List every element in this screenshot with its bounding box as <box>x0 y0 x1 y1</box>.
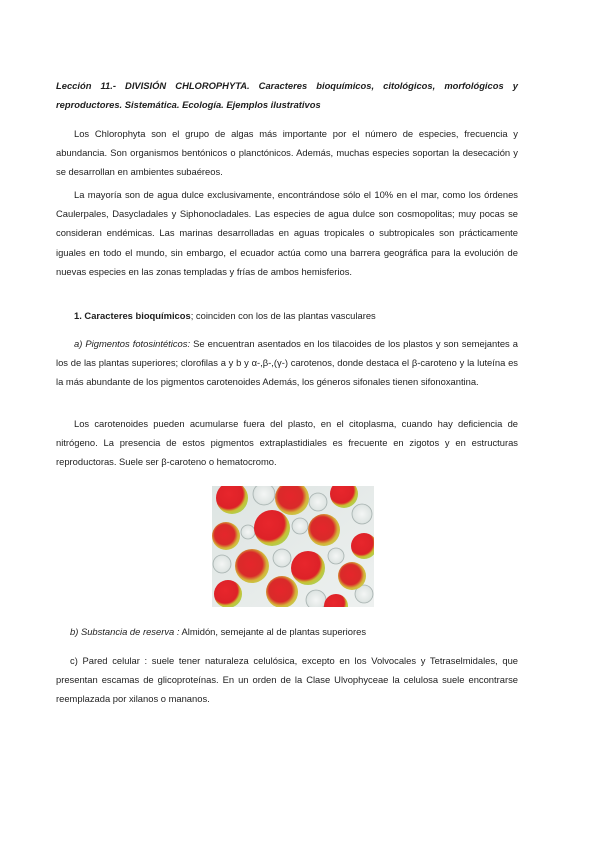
section-1-subtitle: ; coinciden con los de las plantas vasculares <box>190 310 376 321</box>
pigments-label: a) Pigmentos fotosintéticos: <box>74 338 191 349</box>
wall-paragraph: c) Pared celular : suele tener naturaleza celulósica, excepto en los Volvocales y Tetraselmidales, que presentan escamas de glicoproteínas. En un orden de la Clase Ulvophyceae la celulosa suele encontrarse reemplazada por xilanos o mananos. <box>56 655 518 705</box>
habitat-paragraph: La mayoría son de agua dulce exclusivamente, encontrándose sólo el 10% en el mar, como los órdenes Caulerpales, Dasycladales y Siphonocladales. Las especies de agua dulce son cosmopolitas; muy pocas se consideran endémicas. Las marinas desarrolladas en aguas tropicales o subtropicales son prácticamente iguales en todo el mundo, sin embargo, el ecuador actúa como una barrera geográfica para la evolución de nuevas especies en las zonas templadas y frías de ambos hemisferios. <box>56 189 518 277</box>
section-1-title: 1. Caracteres bioquímicos <box>74 310 191 321</box>
carotenoids-paragraph: Los carotenoides pueden acumularse fuera del plasto, en el citoplasma, cuando hay deficiencia de nitrógeno. La presencia de estos pigmentos extraplastidiales es frecuente en zigotos y en estructuras reproductoras. Suele ser β-caroteno o hematocromo. <box>56 418 518 468</box>
algae-cells-photo <box>212 486 374 607</box>
reserve-label: b) Substancia de reserva : <box>70 626 180 637</box>
reserve-paragraph <box>70 622 518 641</box>
intro-paragraph: Los Chlorophyta son el grupo de algas más importante por el número de especies, frecuencia y abundancia. Son organismos bentónicos o planctónicos. Además, muchas especies soportan la desecación y se desarrollan en ambientes subaéreos. <box>56 128 518 178</box>
lesson-title: Lección 11.- DIVISIÓN CHLOROPHYTA. Caracteres bioquímicos, citológicos, morfológicos y reproductores. Sistemática. Ecología. Ejemplos ilustrativos <box>56 80 518 111</box>
reserve-text: Almidón, semejante al de plantas superiores <box>179 626 367 637</box>
pigments-paragraph <box>56 334 518 392</box>
section-1-heading <box>56 306 518 325</box>
pigments-text: Se encuentran asentados en los tilacoides de los plastos y son semejantes a los de las plantas superiores; clorofilas a y b y α-,β-,(γ-) carotenos, donde destaca el β-caroteno y la luteína es la más abundante de los pigmentos carotenoides Además, los géneros sifonales tienen sifonoxantina. <box>56 338 518 388</box>
